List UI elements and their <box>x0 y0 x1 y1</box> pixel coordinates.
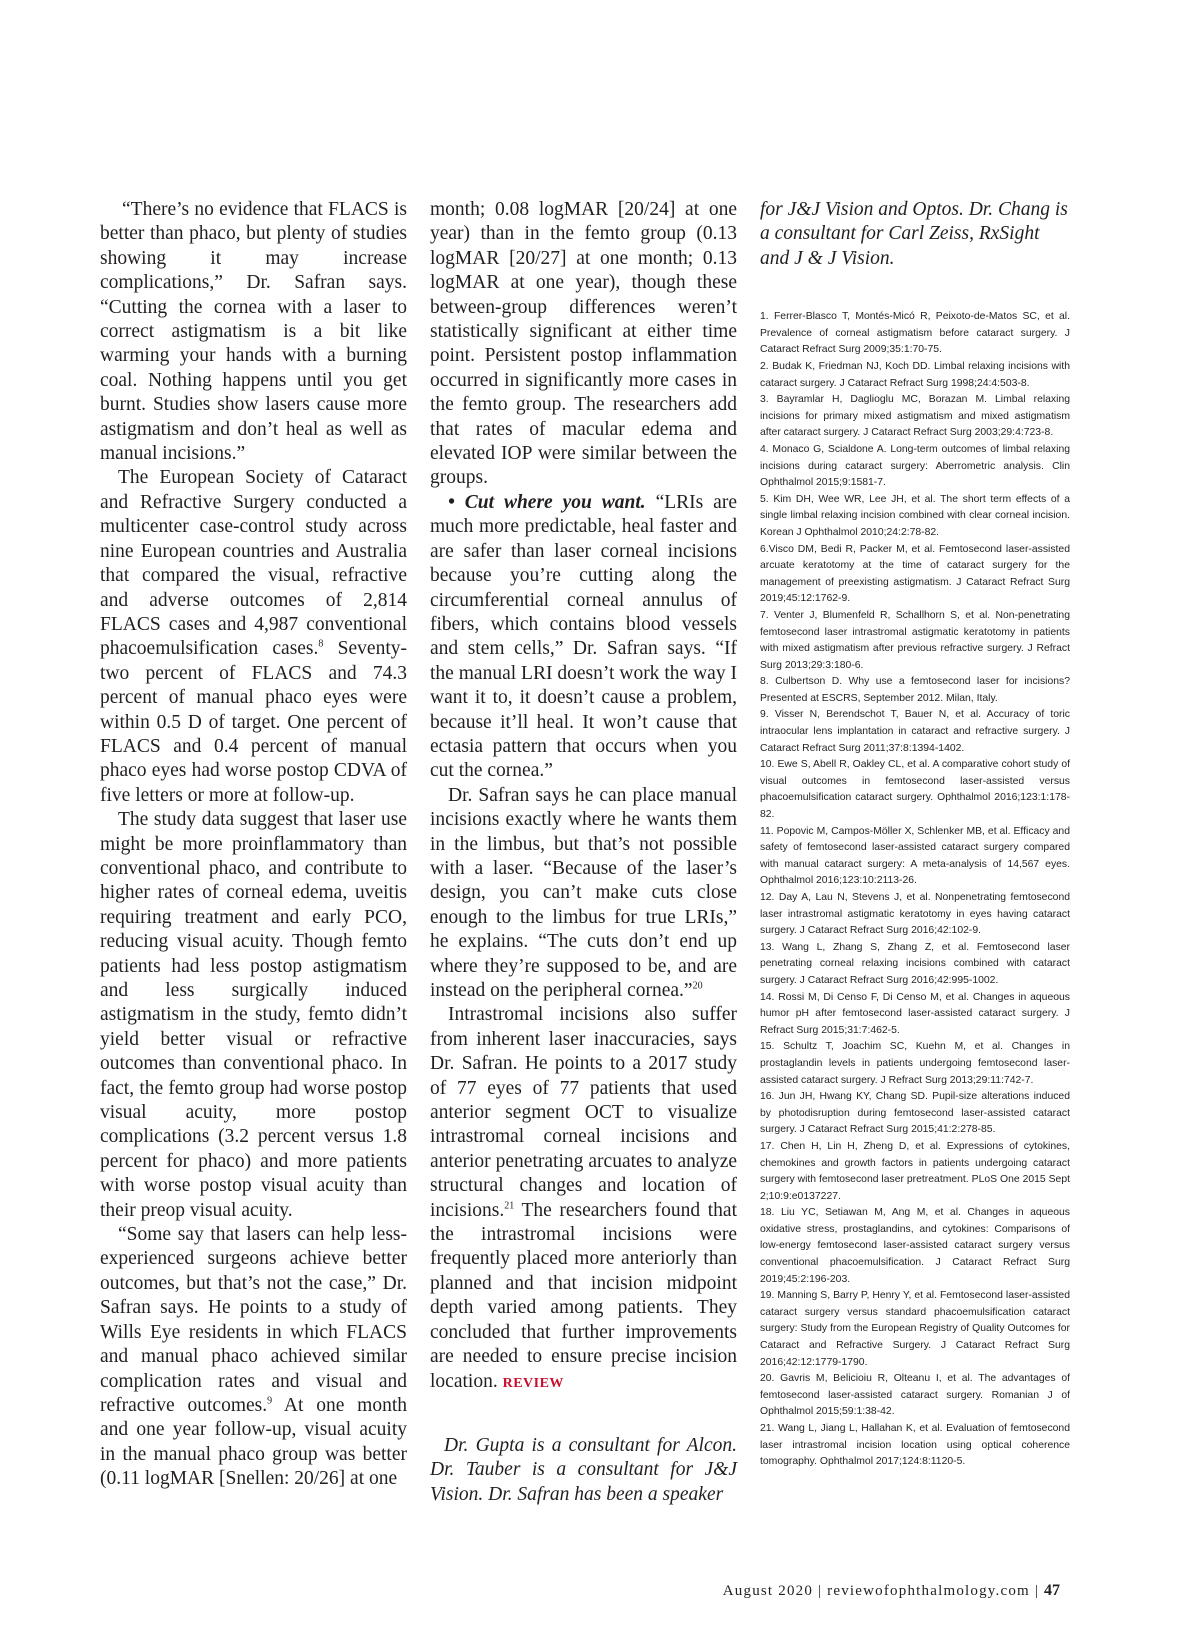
reference-item: 15. Schultz T, Joachim SC, Kuehn M, et al. Changes in prostaglandin levels in patients undergoing femtosecond laser-assisted cataract surgery. J Refract Surg 2013;29:11:742-7. <box>760 1041 1070 1086</box>
column-3 <box>760 198 1070 1471</box>
reference-item: 7. Venter J, Blumenfeld R, Schallhorn S, et al. Non-penetrating femtosecond laser intrastromal astigmatic keratotomy in patients with mixed astigmatism after previous refractive surgery. J Refract Surg 2013;29:3:180-6. <box>760 609 1070 671</box>
body-paragraph: The study data suggest that laser use might be more proinflammatory than conventional phaco, and contribute to higher rates of corneal edema, uveitis requiring treatment and early PCO, reducing visual acuity. Though femto patients had less postop astigmatism and less surgically induced astigmatism in the study, femto didn’t yield better visual or refractive outcomes than conventional phaco. In fact, the femto group had worse postop visual acuity, more postop complications (3.2 percent versus 1.8 percent for phaco) and more patients with worse postop visual acuity than their preop visual acuity. <box>100 809 407 1221</box>
reference-item: 2. Budak K, Friedman NJ, Koch DD. Limbal relaxing incisions with cataract surgery. J Cataract Refract Surg 1998;24:4:503-8. <box>760 361 1070 389</box>
reference-item: 16. Jun JH, Hwang KY, Chang SD. Pupil-size alterations induced by photodisruption during femtosecond laser-assisted cataract surgery. J Cataract Refract Surg 2015;41:2:278-85. <box>760 1091 1070 1136</box>
reference-item: 13. Wang L, Zhang S, Zhang Z, et al. Femtosecond laser penetrating corneal relaxing incisions combined with cataract surgery. J Cataract Refract Surg 2016;42:995-1002. <box>760 941 1070 986</box>
footer-text: August 2020 | reviewofophthalmology.com | <box>722 1583 1044 1599</box>
column-1 <box>100 198 407 1492</box>
reference-item: 17. Chen H, Lin H, Zheng D, et al. Expressions of cytokines, chemokines and growth factors in patients undergoing cataract surgery with femtosecond laser pretreatment. PLoS One 2015 Sept 2;10:9:e0137227. <box>760 1140 1070 1202</box>
reference-marker[interactable]: 8 <box>318 638 324 650</box>
body-paragraph: The European Society of Cataract and Refractive Surgery conducted a multicenter case-control study across nine European countries and Australia that compared the visual, refractive and adverse outcomes of 2,814 FLACS cases and 4,987 conventional phacoemulsification cases.$^8$ Seventy-two percent of FLACS and 74.3 percent of manual phaco eyes were within 0.5 D of target. One percent of FLACS and 0.4 percent of manual phaco eyes had worse postop CDVA of five letters or more at follow-up. <box>100 467 407 806</box>
reference-item: 1. Ferrer-Blasco T, Montés-Micó R, Peixoto-de-Matos SC, et al. Prevalence of corneal astigmatism before cataract surgery. J Cataract Refract Surg 2009;35:1:70-75. <box>760 311 1070 356</box>
reference-item: 4. Monaco G, Scialdone A. Long-term outcomes of limbal relaxing incisions during cataract surgery: Aberrometric analysis. Clin Ophthalmol 2015;9:1581-7. <box>760 443 1070 489</box>
page-number: 47 <box>1044 1582 1060 1599</box>
reference-item: 14. Rossi M, Di Censo F, Di Censo M, et al. Changes in aqueous humor pH after femtosecond laser-assisted cataract surgery. J Refract Surg 2015;31:7:462-5. <box>760 991 1070 1036</box>
review-end-mark: REVIEW <box>502 1375 564 1391</box>
reference-marker[interactable]: 21 <box>504 1200 515 1212</box>
body-paragraph: Intrastromal incisions also suffer from inherent laser inaccuracies, says Dr. Safran. He points to a 2017 study of 77 eyes of 77 patients that used anterior segment OCT to visualize intrastromal corneal incisions and anterior penetrating arcuates to analyze structural changes and location of incisions.$^{21}$ The researchers found that the intrastromal incisions were frequently placed more anteriorly than planned and that incision midpoint depth varied among patients. They concluded that further improvements are needed to ensure precise incision location. REVIEW <box>430 1004 737 1392</box>
reference-marker[interactable]: 20 <box>692 980 703 992</box>
body-paragraph: “There’s no evidence that FLACS is better than phaco, but plenty of studies showing it may increase complications,” Dr. Safran says. “Cutting the cornea with a laser to correct astigmatism is a bit like warming your hands with a burning coal. Nothing happens until you get burnt. Studies show lasers cause more astigmatism and don’t heal as well as manual incisions.” <box>100 199 407 465</box>
reference-marker[interactable]: 9 <box>267 1395 273 1407</box>
reference-item: 6.Visco DM, Bedi R, Packer M, et al. Femtosecond laser-assisted arcuate keratotomy at the time of cataract surgery for the management of preexisting astigmatism. J Cataract Refract Surg 2019;45:12:1762-9. <box>760 543 1070 605</box>
reference-item: 20. Gavris M, Belicioiu R, Olteanu I, et al. The advantages of femtosecond laser-assisted cataract surgery. Romanian J of Ophthalmol 2015;59:1:38-42. <box>760 1373 1070 1418</box>
reference-item: 3. Bayramlar H, Daglioglu MC, Borazan M. Limbal relaxing incisions for primary mixed astigmatism and mixed astigmatism after cataract surgery. J Cataract Refract Surg 2003;29:4:723-8. <box>760 394 1070 439</box>
reference-item: 8. Culbertson D. Why use a femtosecond laser for incisions? Presented at ESCRS, September 2012. Milan, Italy. <box>760 676 1070 704</box>
reference-item: 9. Visser N, Berendschot T, Bauer N, et al. Accuracy of toric intraocular lens implantation in cataract and refractive surgery. J Cataract Refract Surg 2011;37:8:1394-1402. <box>760 709 1070 754</box>
body-paragraph: “Some say that lasers can help less-experienced surgeons achieve better outcomes, but that’s not the case,” Dr. Safran says. He points to a study of Wills Eye residents in which FLACS and manual phaco achieved similar complication rates and visual and refractive outcomes.$^9$ At one month and one year follow-up, visual acuity in the manual phaco group was better (0.11 logMAR [Snellen: 20/26] at one <box>100 1224 408 1490</box>
disclosure-text: Dr. Gupta is a consultant for Alcon. Dr. Tauber is a consultant for J&J Vision. Dr. Safran has been a speaker <box>430 1434 737 1505</box>
column-2 <box>430 198 737 1507</box>
body-paragraph: month; 0.08 logMAR [20/24] at one year) than in the femto group (0.13 logMAR [20/27] at one month; 0.13 logMAR at one year), though these between-group differences weren’t statistically significant at either time point. Persistent postop inflammation occurred in significantly more cases in the femto group. The researchers add that rates of macular edema and elevated IOP were similar between the groups. <box>430 199 737 489</box>
reference-item: 10. Ewe S, Abell R, Oakley CL, et al. A comparative cohort study of visual outcomes in femtosecond laser-assisted versus phacoemulsification cataract surgery. Ophthalmol 2016;123:1:178-82. <box>760 759 1070 821</box>
reference-item: 11. Popovic M, Campos-Möller X, Schlenker MB, et al. Efficacy and safety of femtosecond laser-assisted cataract surgery compared with manual cataract surgery: A meta-analysis of 14,567 eyes. Ophthalmol 2016;123:10:2113-26. <box>760 825 1070 887</box>
body-paragraph: Dr. Safran says he can place manual incisions exactly where he wants them in the limbus, but that’s not possible with a laser. “Because of the laser’s design, you can’t make cuts close enough to the limbus for true LRIs,” he explains. “The cuts don’t end up where they’re supposed to be, and are instead on the peripheral cornea.”$^{20}$ <box>430 784 737 1001</box>
page-footer <box>723 1582 1060 1600</box>
reference-item: 21. Wang L, Jiang L, Hallahan K, et al. Evaluation of femtosecond laser intrastromal incision location using optical coherence tomography. Ophthalmol 2017;124:8:1120-5. <box>760 1423 1070 1468</box>
references-list <box>760 309 1070 1471</box>
body-paragraph: • Cut where you want. “LRIs are much more predictable, heal faster and are safer than laser corneal incisions because you’re cutting along the circumferential corneal annulus of fibers, which contains blood vessels and stem cells,” Dr. Safran says. “If the manual LRI doesn’t work the way I want it to, it doesn’t cause a problem, because it’ll heal. It won’t cause that ectasia pattern that occurs when you cut the cornea.” <box>430 491 737 782</box>
reference-item: 5. Kim DH, Wee WR, Lee JH, et al. The short term effects of a single limbal relaxing incision combined with clear corneal incision. Korean J Ophthalmol 2010;24:2:78-82. <box>760 493 1070 538</box>
subhead-lead: • Cut where you want. <box>448 491 646 513</box>
reference-item: 19. Manning S, Barry P, Henry Y, et al. Femtosecond laser-assisted cataract surgery versus standard phacoemulsification cataract surgery: Study from the European Registry of Quality Outcomes for Cataract and Refractive Surgery. J Cataract Refract Surg 2016;42:12:1779-1790. <box>760 1290 1070 1368</box>
disclosure-text: for J&J Vision and Optos. Dr. Chang is a consultant for Carl Zeiss, RxSight and J & J Vision. <box>760 199 1068 269</box>
reference-item: 18. Liu YC, Setiawan M, Ang M, et al. Changes in aqueous oxidative stress, prostaglandins, and cytokines: Comparisons of low-energy femtosecond laser-assisted cataract surgery versus conventional phacoemulsification. J Cataract Refract Surg 2019;45:2:196-203. <box>760 1207 1070 1285</box>
reference-item: 12. Day A, Lau N, Stevens J, et al. Nonpenetrating femtosecond laser intrastromal astigmatic keratotomy in eyes having cataract surgery. J Cataract Refract Surg 2016;42:102-9. <box>760 892 1070 937</box>
